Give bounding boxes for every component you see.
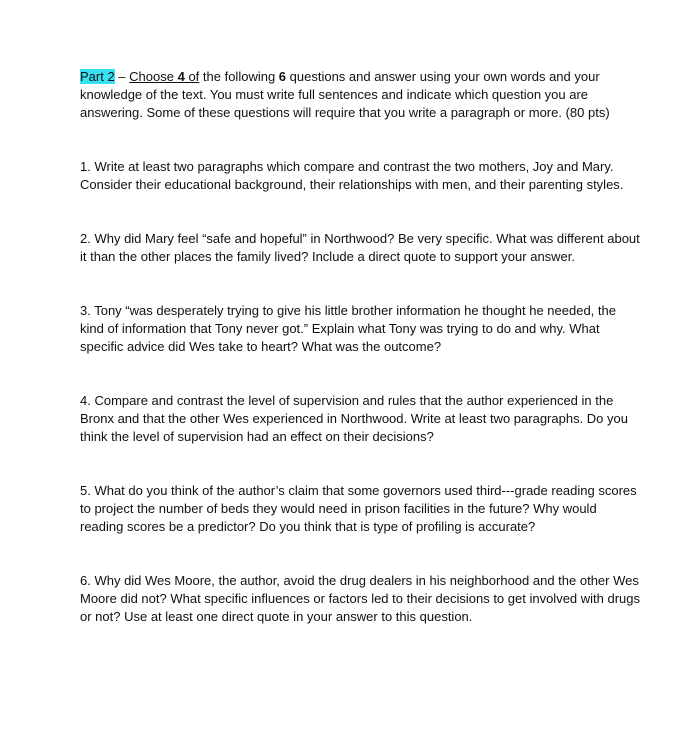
question-3: 3. Tony “was desperately trying to give his little brother information he thought he needed, the kind of information that Tony never got.” Explain what Tony was trying to do and why. What specific advice did Wes take to heart? What was the outcome? xyxy=(80,303,616,354)
total-count: 6 xyxy=(278,69,287,84)
choose-word: Choose xyxy=(129,69,174,84)
question-2: 2. Why did Mary feel “safe and hopeful” in Northwood? Be very specific. What was different about it than the other places the family lived? Include a direct quote to support your answer. xyxy=(80,231,640,264)
dash: – xyxy=(114,69,130,84)
question-4: 4. Compare and contrast the level of supervision and rules that the author experienced in the Bronx and that the other Wes experienced in Northwood. Write at least two paragraphs. Do you think the level of supervision had an effect on their decisions? xyxy=(80,393,628,444)
choose-count: 4 xyxy=(177,69,185,84)
part-2-instructions: Part 2 – Choose 4 of the following 6 questions and answer using your own words and your knowledge of the text. You must write full sentences and indicate which question you are answering. Some of these questions will require that you write a paragraph or more. (80 pts) xyxy=(80,69,610,120)
question-5: 5. What do you think of the author’s claim that some governors used third---grade reading scores to project the number of beds they would need in prison facilities in the future? Why would reading scores be a predictor? Do you think that is type of profiling is accurate? xyxy=(80,483,637,534)
of-word: of xyxy=(188,69,200,84)
question-1: 1. Write at least two paragraphs which compare and contrast the two mothers, Joy and Mary. Consider their educational background, their relationships with men, and their parenting styles. xyxy=(80,159,624,192)
part-label-highlight: Part 2 xyxy=(80,69,115,84)
document-page xyxy=(80,68,640,662)
question-6: 6. Why did Wes Moore, the author, avoid the drug dealers in his neighborhood and the other Wes Moore did not? What specific influences or factors led to their decisions to get involved with drugs or not? Use at least one direct quote in your answer to this question. xyxy=(80,573,641,624)
